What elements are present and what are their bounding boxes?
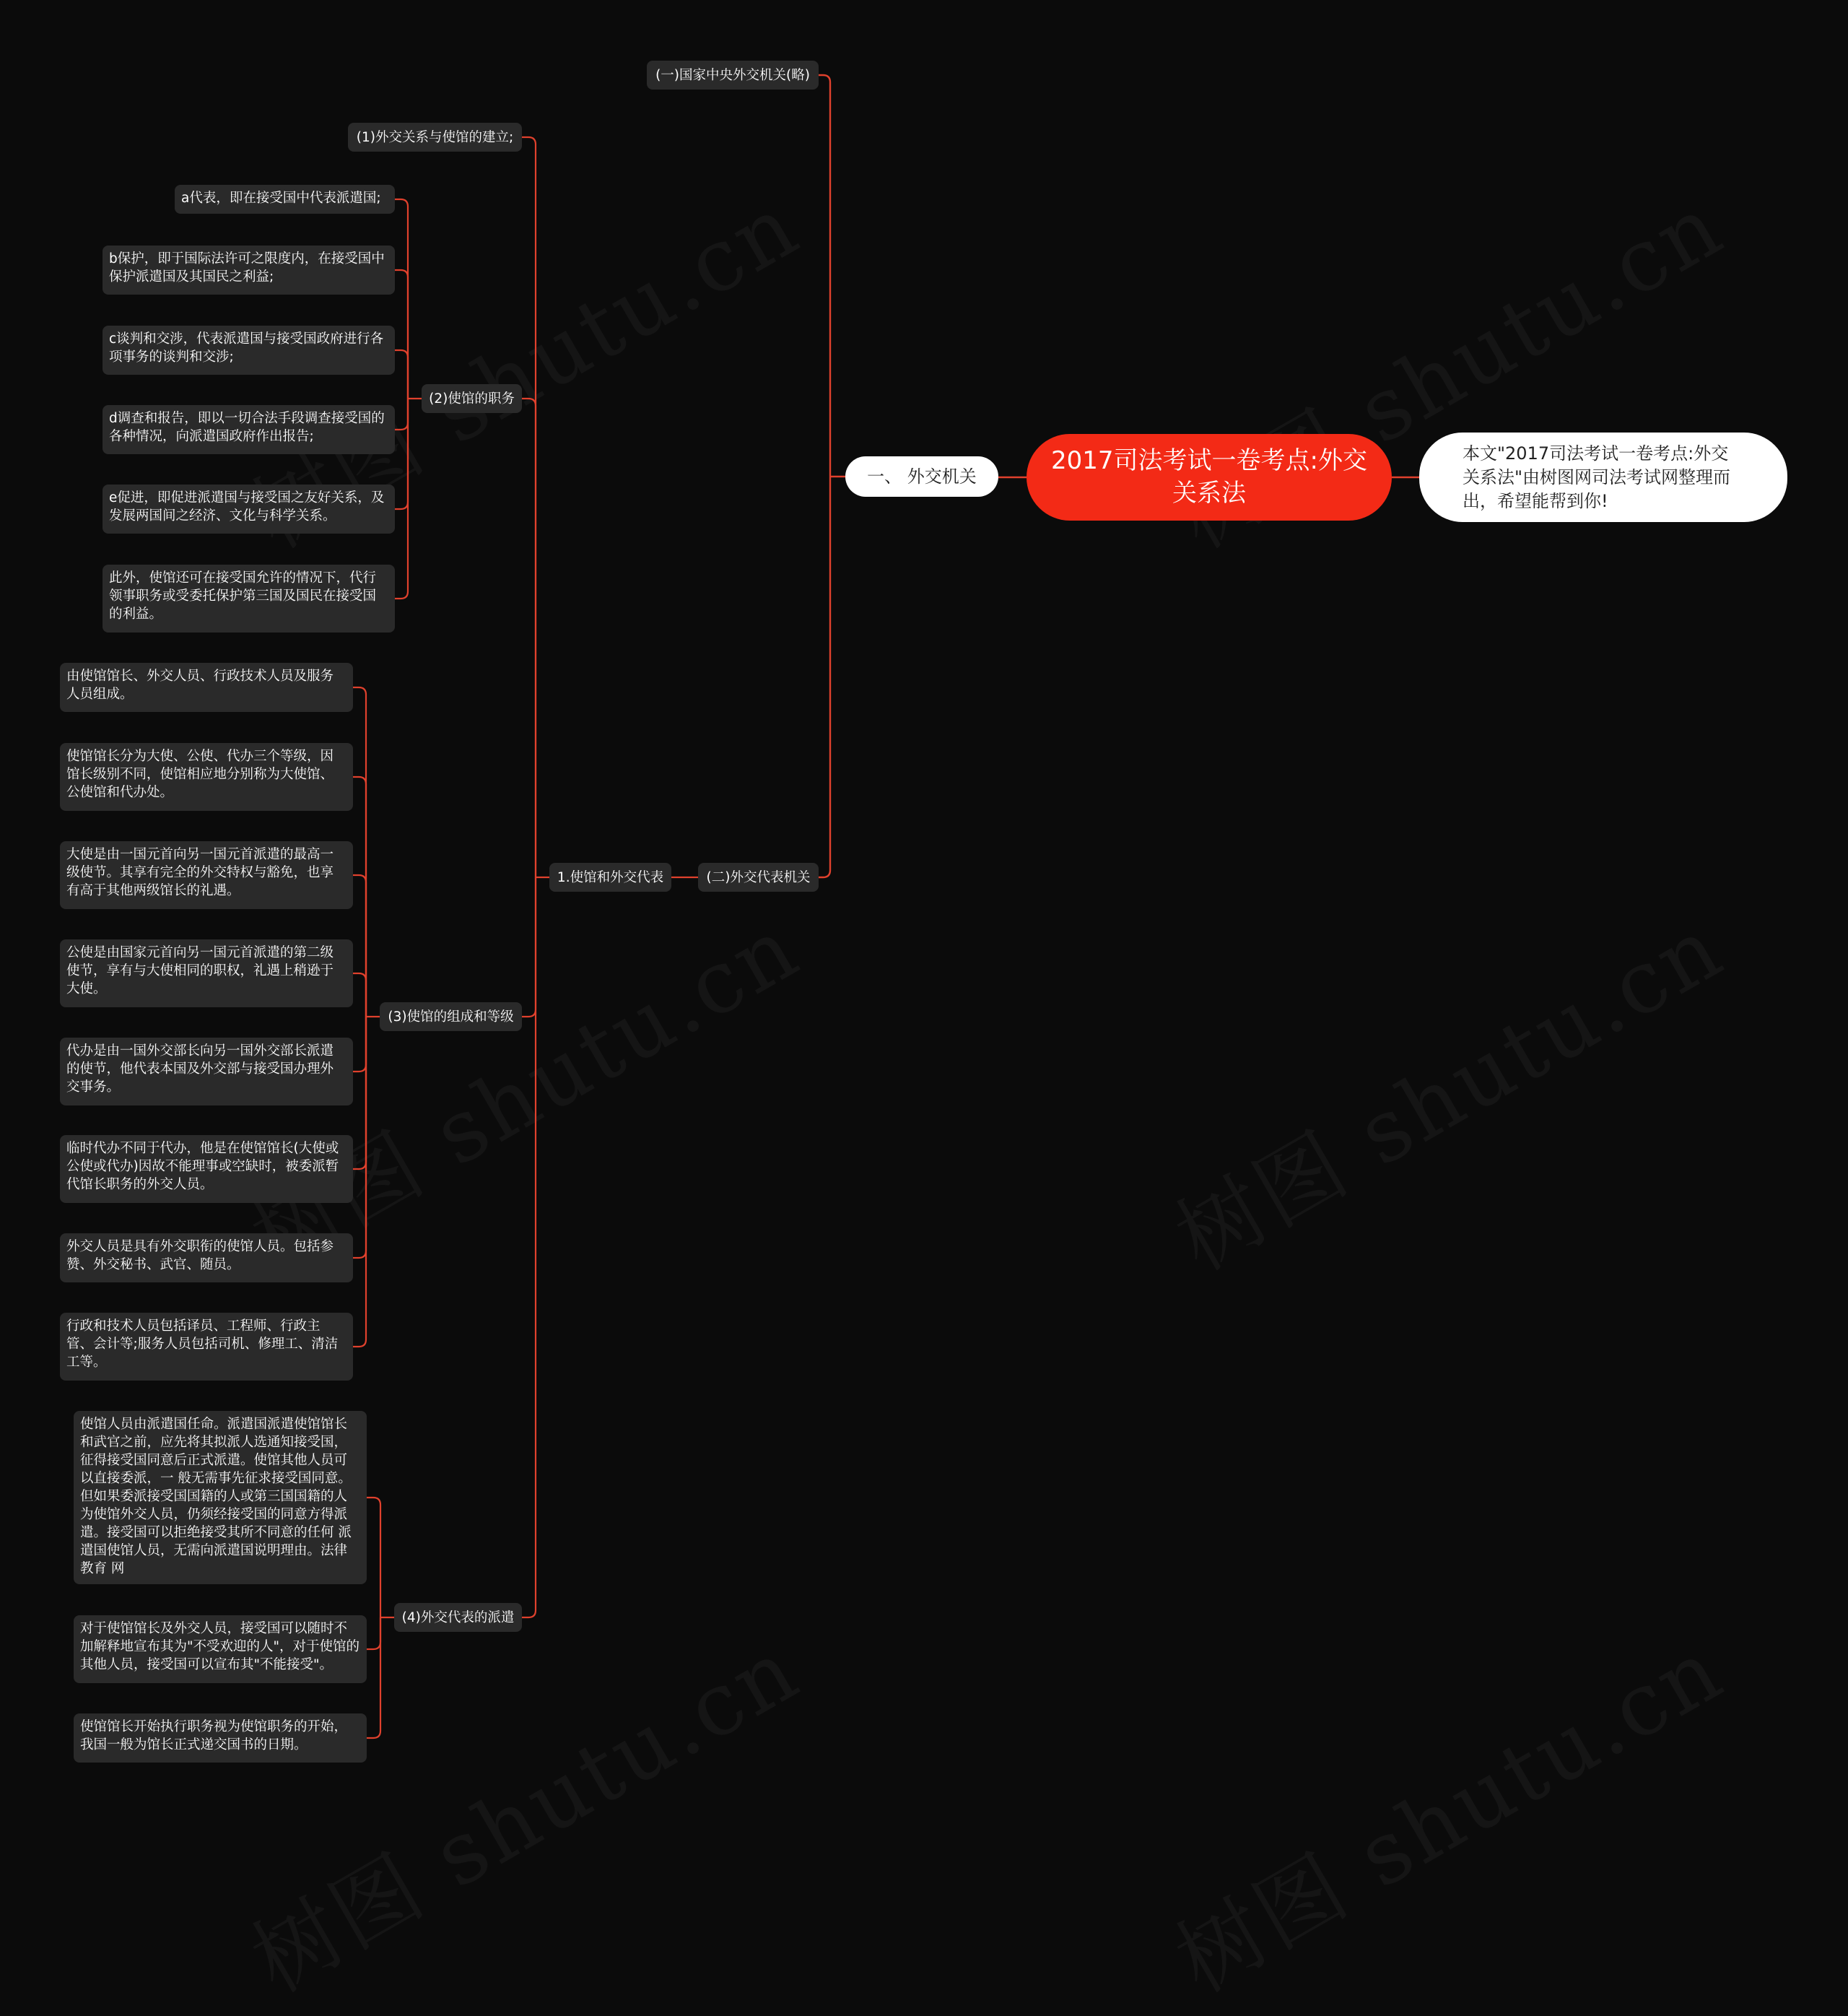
composition-item[interactable]: 使馆馆长分为大使、公使、代办三个等级，因馆长级别不同，使馆相应地分别称为大使馆、公使馆和代办处。 — [60, 743, 353, 811]
connector-line — [819, 477, 830, 877]
composition-item[interactable]: 外交人员是具有外交职衔的使馆人员。包括参赞、外交秘书、武官、随员。 — [60, 1233, 353, 1282]
dispatch-item[interactable]: 使馆馆长开始执行职务视为使馆职务的开始，我国一般为馆长正式递交国书的日期。 — [74, 1713, 367, 1763]
connector-line — [522, 877, 536, 1017]
connector-line — [522, 399, 536, 877]
connector-line — [395, 350, 408, 399]
topic-establishment[interactable]: (1)外交关系与使馆的建立; — [348, 123, 522, 152]
connector-line — [367, 1498, 380, 1617]
composition-item[interactable]: 临时代办不同于代办，他是在使馆馆长(大使或公使或代办)因故不能理事或空缺时，被委派暂代馆长职务的外交人员。 — [60, 1135, 353, 1203]
connector-line — [353, 1017, 366, 1072]
duty-item[interactable]: d调查和报告，即以一切合法手段调查接受国的各种情况，向派遣国政府作出报告; — [103, 405, 395, 454]
composition-item[interactable]: 由使馆馆长、外交人员、行政技术人员及服务人员组成。 — [60, 663, 353, 712]
connector-line — [353, 777, 366, 1017]
topic-embassy-envoys[interactable]: 1.使馆和外交代表 — [549, 863, 671, 892]
connector-line — [353, 875, 366, 1017]
composition-item[interactable]: 行政和技术人员包括译员、工程师、行政主管、会计等;服务人员包括司机、修理工、清洁工等。 — [60, 1313, 353, 1381]
connector-line — [522, 137, 536, 877]
connector-line — [353, 973, 366, 1017]
topic-rep-organ[interactable]: (二)外交代表机关 — [698, 863, 819, 892]
connector-line — [353, 1017, 366, 1258]
root-node[interactable]: 2017司法考试一卷考点:外交关系法 — [1027, 434, 1392, 521]
composition-item[interactable]: 公使是由国家元首向另一国元首派遣的第二级使节，享有与大使相同的职权，礼遇上稍逊于大使。 — [60, 939, 353, 1007]
topic-central-organ[interactable]: (一)国家中央外交机关(略) — [647, 61, 819, 90]
connector-line — [353, 1017, 366, 1347]
duty-item[interactable]: e促进，即促进派遣国与接受国之友好关系，及发展两国间之经济、文化与科学关系。 — [103, 485, 395, 534]
connector-line — [395, 270, 408, 399]
duty-item[interactable]: 此外，使馆还可在接受国允许的情况下，代行领事职务或受委托保护第三国及国民在接受国的利益。 — [103, 565, 395, 633]
note-node[interactable]: 本文"2017司法考试一卷考点:外交关系法"由树图网司法考试网整理而出，希望能帮到你! — [1419, 433, 1787, 522]
topic-duties[interactable]: (2)使馆的职务 — [422, 384, 522, 413]
topic-dispatch[interactable]: (4)外交代表的派遣 — [394, 1603, 522, 1632]
connector-line — [367, 1617, 380, 1738]
connector-line — [395, 399, 408, 509]
composition-item[interactable]: 代办是由一国外交部长向另一国外交部长派遣的使节，他代表本国及外交部与接受国办理外交事务。 — [60, 1038, 353, 1105]
duty-item[interactable]: b保护，即于国际法许可之限度内，在接受国中保护派遣国及其国民之利益; — [103, 246, 395, 295]
duty-item[interactable]: c谈判和交涉，代表派遣国与接受国政府进行各项事务的谈判和交涉; — [103, 326, 395, 375]
connector-line — [353, 1017, 366, 1169]
connector-line — [522, 877, 536, 1617]
topic-foreign-organs[interactable]: 一、 外交机关 — [845, 456, 998, 497]
composition-item[interactable]: 大使是由一国元首向另一国元首派遣的最高一级使节。其享有完全的外交特权与豁免，也享有高于其他两级馆长的礼遇。 — [60, 841, 353, 909]
topic-composition[interactable]: (3)使馆的组成和等级 — [380, 1002, 522, 1031]
connector-line — [353, 687, 366, 1017]
connector-line — [819, 75, 830, 477]
dispatch-item[interactable]: 对于使馆馆长及外交人员，接受国可以随时不加解释地宣布其为"不受欢迎的人"，对于使馆的其他人员，接受国可以宣布其"不能接受"。 — [74, 1615, 367, 1683]
connector-line — [367, 1617, 380, 1649]
duty-item[interactable]: a代表，即在接受国中代表派遣国; — [175, 185, 395, 214]
connector-line — [395, 199, 408, 399]
connector-line — [395, 399, 408, 430]
dispatch-item[interactable]: 使馆人员由派遣国任命。派遣国派遣使馆馆长和武官之前，应先将其拟派人选通知接受国，征得接受国同意后正式派遣。使馆其他人员可以直接委派，一 般无需事先征求接受国同意。但如果委派接受国国籍的人或第三国国籍的人为使馆外交人员，仍须经接受国的同意方得派遣。接受国可以拒绝接受其所不同意的任何 派遣国使馆人员，无需向派遣国说明理由。法律 教育 网 — [74, 1411, 367, 1584]
